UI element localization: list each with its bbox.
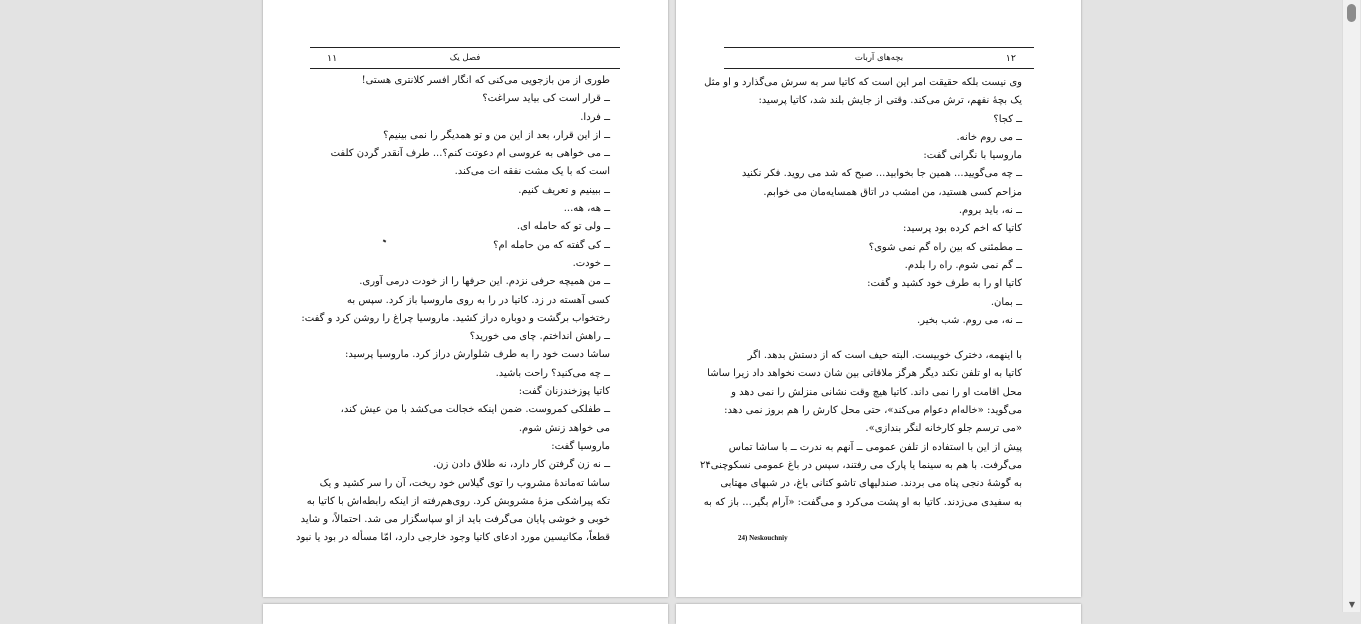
text-line: محل اقامت او را نمی داند. کاتیا هیچ وقت نشانی منزلش را نمی دهد و <box>731 386 1022 398</box>
vertical-scrollbar[interactable] <box>1342 0 1360 612</box>
text-line: ــ ولی تو که حامله ای. <box>516 221 610 233</box>
text-line: کسی آهسته در زد. کاتیا در را به روی ماروسیا باز کرد. سپس به <box>347 294 610 306</box>
text-line: پیش از این با استفاده از تلفن عمومی ــ آنهم به ندرت ــ با ساشا تماس <box>728 441 1022 453</box>
text-line: تکه پیراشکی مزهٔ مشروبش کرد. روی‌هم‌رفته از اینکه رابطه‌اش با کاتیا به <box>306 495 610 507</box>
text-line: رختخواب برگشت و دوباره دراز کشید. ماروسیا چراغ را روشن کرد و گفت: <box>301 312 610 324</box>
footnote: 24) Neskouchniy <box>738 534 788 542</box>
text-line: ــ چه می‌گویید... همین جا بخوابید... صبح که شد می روید. فکر نکنید <box>741 168 1022 180</box>
page-right <box>676 0 1081 597</box>
text-line: ماروسیا گفت: <box>551 440 610 452</box>
text-line: ــ مطمئنی که بین راه گم نمی شوی؟ <box>868 241 1022 253</box>
text-line: ــ قرار است کی بیاید سراغت؟ <box>482 93 610 105</box>
text-line: ــ چه می‌کنید؟ راحت باشید. <box>495 367 610 379</box>
text-line: ــ راهش انداختم. چای می خورید؟ <box>469 331 610 343</box>
text-line: به گوشهٔ دنجی پناه می بردند. صندلیهای تاشو کتانی باغ، در شبهای مهتابی <box>720 478 1022 490</box>
page-left <box>263 0 668 597</box>
text-line: مزاحم کسی هستید، من امشب در اتاق همسایه‌مان می خوابم. <box>763 186 1022 198</box>
text-line: کاتیا که اخم کرده بود پرسید: <box>903 223 1022 235</box>
text-line: کاتیا او را به طرف خود کشید و گفت: <box>867 278 1022 290</box>
text-line: ــ خودت. <box>572 257 610 269</box>
text-line: وی نیست بلکه حقیقت امر این است که کاتیا سر به سرش می‌گذارد و او مثل <box>704 77 1022 88</box>
next-page-left <box>263 604 668 624</box>
text-line: ــ گم نمی شوم. راه را بلدم. <box>904 259 1022 271</box>
text-line: ــ کی گفته که من حامله ام؟ <box>493 239 610 251</box>
next-page-right <box>676 604 1081 624</box>
text-line: ماروسیا با نگرانی گفت: <box>923 150 1022 162</box>
text-line: ــ نه، باید بروم. <box>958 205 1022 217</box>
text-line: قطعاً، مکانیسین مورد ادعای کاتیا وجود خارجی دارد، امّا مسأله در بود یا نبود <box>295 532 610 544</box>
page-header <box>310 47 620 69</box>
page-body-text <box>295 72 610 548</box>
page-number: ۱۲ <box>1005 53 1016 64</box>
text-line: ــ هه، هه... <box>563 203 610 215</box>
text-line: ــ می روم خانه. <box>956 131 1022 143</box>
text-line: ساشا ته‌ماندهٔ مشروب را توی گیلاس خود ریخت، آن را سر کشید و یک <box>319 477 610 489</box>
running-title: فصل یک <box>449 53 481 63</box>
text-line: کاتیا به او تلفن نکند دیگر هرگز ملاقاتی بین شان دست نخواهد داد زیرا ساشا <box>707 368 1022 380</box>
text-line: می‌گرفت. با هم به سینما یا پارک می رفتند، سپس در باغ عمومی نسکوچنی۲۴ <box>700 459 1022 471</box>
text-line: ساشا دست خود را به طرف شلوارش دراز کرد. ماروسیا پرسید: <box>345 349 610 361</box>
running-title: بچه‌های آربات <box>854 53 904 63</box>
page-body-text <box>700 74 1022 512</box>
scroll-down-arrow-icon[interactable]: ▼ <box>1348 600 1356 609</box>
text-line: ــ نه زن گرفتن کار دارد، نه طلاق دادن زن. <box>432 459 610 471</box>
text-line: ــ می خواهی به عروسی ام دعوتت کنم؟... طرف آنقدر گردن کلفت <box>330 148 610 160</box>
text-line: است که با یک مشت نفقه ات می‌کند. <box>454 166 610 178</box>
text-line: یک بچهٔ نفهم، ترش می‌کند. وقتی از جایش بلند شد، کاتیا پرسید: <box>758 95 1022 107</box>
text-line: به سفیدی می‌زدند. کاتیا به او پشت می‌کرد و می‌گفت: «آرام بگیر... باز که به <box>703 496 1022 508</box>
text-line <box>736 330 1022 347</box>
text-line: خوبی و خوشی پایان می‌گرفت باید از او سپاسگزار می شد. احتمالاً، و شاید <box>300 514 610 526</box>
text-line: ــ فردا. <box>580 111 610 123</box>
text-line: ــ طفلکی کمروست. ضمن اینکه خجالت می‌کشد با من عیش کند، <box>340 404 610 416</box>
scroll-thumb[interactable] <box>1347 4 1356 22</box>
text-line: «می ترسم جلو کارخانه لنگر بندازی». <box>865 423 1022 435</box>
text-line: طوری از من بازجویی می‌کنی که انگار افسر کلانتری هستی! <box>361 75 610 86</box>
text-line: با اینهمه، دخترک خوبیست. البته حیف است که از دستش بدهد. اگر <box>747 350 1022 362</box>
page-header <box>724 47 1034 69</box>
page-number: ۱۱ <box>327 53 338 64</box>
text-line: می خواهد زنش شوم. <box>518 422 610 434</box>
text-line: ــ بمان. <box>990 296 1022 308</box>
text-line: ــ نه، می روم. شب بخیر. <box>917 314 1022 326</box>
text-line: ــ ببینیم و تعریف کنیم. <box>518 184 610 196</box>
text-line: می‌گوید: «خاله‌ام دعوام می‌کند»، حتی محل کارش را هم بروز نمی دهد: <box>724 405 1022 417</box>
text-line: ــ از این قرار، بعد از این من و تو همدیگر را نمی بینیم؟ <box>383 129 610 141</box>
text-line: ــ من همیچه حرفی نزدم. این حرفها را از خودت درمی آوری. <box>359 276 610 288</box>
text-line: کاتیا پوزخندزنان گفت: <box>518 386 610 398</box>
text-line: ــ کجا؟ <box>993 113 1022 125</box>
